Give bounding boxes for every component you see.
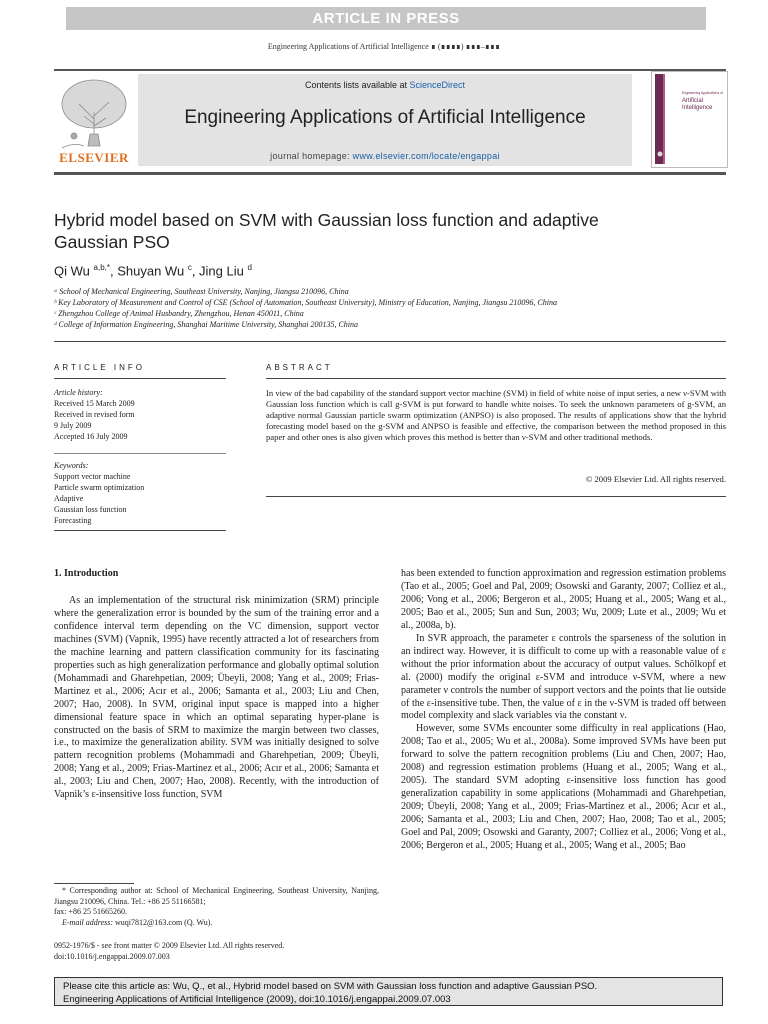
title-line-2: Gaussian PSO — [54, 232, 170, 252]
article-info-rule — [54, 378, 226, 379]
citation-line-1: Please cite this article as: Wu, Q., et al., Hybrid model based on SVM with Gaussian loss function and adaptive Gaussian PSO. — [63, 981, 598, 992]
author-affiliation-marker: d — [247, 263, 252, 272]
author-name: Jing Liu — [199, 263, 244, 279]
footnote-rule — [54, 883, 134, 884]
keyword: Particle swarm optimization — [54, 483, 145, 492]
keyword: Support vector machine — [54, 472, 131, 481]
cover-text-1: Engineering Applications of — [682, 91, 723, 95]
citation-line-2: Engineering Applications of Artificial Intelligence (2009), doi:10.1016/j.engappai.2009.07.003 — [63, 994, 451, 1005]
homepage-prefix: journal homepage: — [270, 151, 353, 161]
article-info-bottom-rule — [54, 530, 226, 531]
paper-title — [54, 209, 674, 253]
footnote-fax: fax: +86 25 51665260. — [54, 907, 127, 916]
body-column-right — [401, 568, 726, 853]
body-paragraph: In SVR approach, the parameter ε controls the sparseness of the solution in an indirect way. However, it is difficult to come up with a reasonable value of ε without the prior information about the accuracy of output values. Schölkopf et al. (2000) modify the original ε-SVM and introduce ν-SVM, where a new parameter ν controls the number of support vectors and the points that lie outside of the ε-insensitive tube. Then, the value of ε in the ν-SVM is traded off between model complexity and slack variables via the constant ν. — [401, 632, 726, 722]
cover-art — [652, 72, 727, 167]
header-bottom-rule — [54, 172, 726, 175]
body-column-left — [54, 595, 379, 802]
email-label: E-mail address: — [62, 917, 114, 927]
contents-available-line — [138, 80, 632, 90]
corresponding-author-footnote — [54, 886, 379, 928]
keyword: Gaussian loss function — [54, 505, 127, 514]
issn-line: 0952-1976/$ - see front matter © 2009 Elsevier Ltd. All rights reserved. — [54, 941, 285, 950]
citation-box — [54, 977, 723, 1006]
author-name: Shuyan Wu — [117, 263, 185, 279]
keywords-label: Keywords: — [54, 461, 89, 470]
author-name: Qi Wu — [54, 263, 90, 279]
history-label: Article history: — [54, 388, 103, 397]
abstract-bottom-rule — [266, 496, 726, 497]
history-entry: Received 15 March 2009 — [54, 399, 135, 408]
article-in-press-banner: ARTICLE IN PRESS — [66, 7, 706, 30]
history-entry: Accepted 16 July 2009 — [54, 432, 128, 441]
journal-running-header: Engineering Applications of Artificial Intelligence ∎ (∎∎∎∎) ∎∎∎–∎∎∎ — [267, 42, 501, 51]
abstract-rule — [266, 378, 726, 379]
keyword: Adaptive — [54, 494, 84, 503]
title-line-1: Hybrid model based on SVM with Gaussian loss function and adaptive — [54, 210, 599, 230]
doi-line: doi:10.1016/j.engappai.2009.07.003 — [54, 952, 170, 961]
sciencedirect-link[interactable]: ScienceDirect — [409, 80, 466, 90]
footnote-address: * Corresponding author at: School of Mechanical Engineering, Southeast University, Nanjing, Jiangsu 210096, China. Tel.: +86 25 51166581; — [54, 886, 379, 906]
article-info-heading: ARTICLE INFO — [54, 363, 145, 372]
abstract-heading: ABSTRACT — [266, 363, 333, 372]
history-keywords-divider — [54, 453, 226, 454]
body-paragraph: However, some SVMs encounter some difficulty in real applications (Hao, 2008; Tao et al., 2005; Wu et al., 2008a). Some improved SVMs have been put forward to solve the pattern recognition problems (Liu and Chen, 2007; Hao, 2008) and regression estimation problems (Huang et al., 2005; Wang et al., 2005). The standard SVM adopting ε-insensitive loss function has good generalization capability in some applications (Mohammadi and Gharehpetian, 2009; Übeyli, 2008; Yang et al., 2009; Frias-Martinez et al., 2006; Acır et al., 2006; Samanta et al., 2003; Liu and Chen, 2007; Hao, 2008; Tao et al., 2005; Goel and Pal, 2009; Osowski and Garanty, 2007; Colliez et al., 2006; Vong et al., 2006; Bergeron et al., 2005; Huang et al., 2005; Wang et al., 2005; Bao — [401, 723, 726, 852]
affiliation: ᵃ School of Mechanical Engineering, Southeast University, Nanjing, Jiangsu 210096, China — [54, 287, 349, 296]
history-entry: Received in revised form — [54, 410, 135, 419]
abstract-text: In view of the bad capability of the standard support vector machine (SVM) in field of white noise of input series, a new ν-SVM with Gaussian loss function which is call g-SVM is put forward to handle white noises. To seek the unknown parameters of g-SVM, an adaptive normal Gaussian particle swarm optimization (ANPSO) is also proposed. The results of applications show that the hybrid forecasting model based on the g-SVM and ANPSO is feasible and effective, the comparison between the method proposed in this paper and other ones is also given which proves this method is better than ν-SVM and other traditional methods. — [266, 388, 726, 443]
affiliations-rule — [54, 341, 726, 342]
section-heading: 1. Introduction — [54, 568, 119, 579]
author-affiliation-marker: a,b,* — [93, 263, 110, 272]
journal-cover-thumbnail — [651, 71, 728, 168]
history-entry: 9 July 2009 — [54, 421, 92, 430]
author-affiliation-marker: c — [187, 263, 192, 272]
homepage-link[interactable]: www.elsevier.com/locate/engappai — [352, 151, 500, 161]
author-list: Qi Wu $^{a,b,*}$, Shuyan Wu $^c$, Jing Liu $^d$ — [54, 263, 252, 279]
copyright-notice: © 2009 Elsevier Ltd. All rights reserved. — [585, 474, 726, 484]
contents-prefix: Contents lists available at — [304, 80, 410, 90]
body-paragraph: As an implementation of the structural risk minimization (SRM) principle where the generalization error is bounded by the sum of the training error and a confidence interval term depending on the VC dimension, support vector machines (SVM) (Vapnik, 1995) have recently attracted a lot of researchers from the machine learning and pattern classification community for its fascinating properties such as high generalization performance and globally optimal solution (Mohammadi and Gharehpetian, 2009; Übeyli, 2008; Yang et al., 2009; Frias-Martinez et al., 2006; Acır et al., 2006; Samanta et al., 2003; Liu and Chen, 2007; Hao, 2008). In SVM, original input space is mapped into a higher dimensional feature space in which an optimal separating hyper-plane is constructed on the basis of SRM to maximize the margin between two classes, i.e., to maximize the generalization ability. SVM was initially designed to solve pattern recognition problems (Mohammadi and Gharehpetian, 2009; Übeyli, 2008; Yang et al., 2009; Frias-Martinez et al., 2006; Acır et al., 2006; Samanta et al., 2003; Liu and Chen, 2007; Hao, 2008). Recently, with the introduction of Vapnik’s ε-insensitive loss function, SVM — [54, 595, 379, 801]
footnote-email-line — [54, 918, 379, 929]
journal-homepage-line — [138, 151, 632, 161]
email-address[interactable]: wuqi7812@163.com (Q. Wu). — [115, 917, 213, 927]
cover-text-2: Artificial — [682, 98, 704, 104]
elsevier-wordmark: ELSEVIER — [59, 150, 129, 165]
keyword: Forecasting — [54, 516, 92, 525]
affiliation: ᵇ Key Laboratory of Measurement and Control of CSE (School of Automation, Southeast University), Ministry of Education, Nanjing, Jiangsu 210096, China — [54, 298, 557, 307]
header-top-rule — [54, 69, 726, 71]
journal-title: Engineering Applications of Artificial Intelligence — [184, 107, 586, 128]
cover-text-3: Intelligence — [682, 105, 713, 111]
front-matter-info — [54, 940, 284, 962]
affiliation: ᵈ College of Information Engineering, Shanghai Maritime University, Shanghai 200135, China — [54, 320, 359, 329]
affiliation: ᶜ Zhengzhou College of Animal Husbandry, Zhengzhou, Henan 450011, China — [54, 309, 304, 318]
body-paragraph: has been extended to function approximation and regression estimation problems (Tao et al., 2005; Goel and Pal, 2009; Osowski and Garanty, 2007; Colliez et al., 2006; Vong et al., 2006; Bergeron et al., 2005; Huang et al., 2005; Wang et al., 2005; Bao et al., 2005; Sun and Sun, 2003; Wu, 2009; Lute et al., 2009; Wu et al., 2008a, b). — [401, 568, 726, 631]
